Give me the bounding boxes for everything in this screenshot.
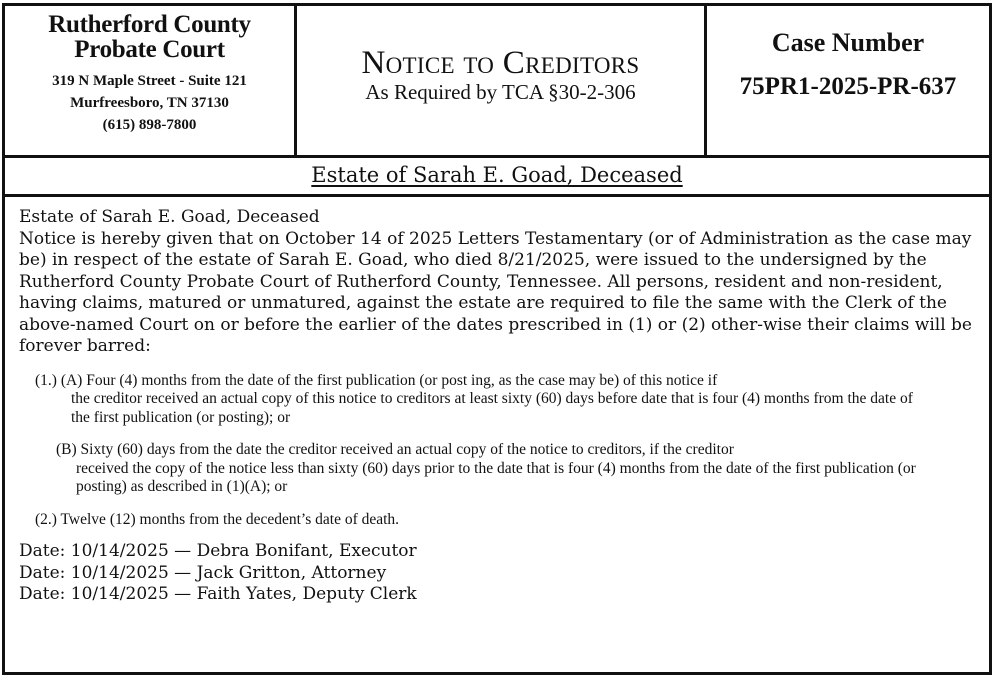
court-address-line2: Murfreesboro, TN 37130 bbox=[70, 95, 229, 111]
notice-title: Notice to Creditors bbox=[361, 45, 640, 81]
notice-header bbox=[5, 6, 989, 158]
court-name-line2: Probate Court bbox=[74, 36, 225, 63]
deadline-item-1b-continuation: received the copy of the notice less than sixty (60) days prior to the date that is four (4) months from the date of the first publication (or posting) as described in (1)(A); or bbox=[76, 459, 916, 495]
signature-block bbox=[19, 541, 975, 606]
case-number-value: 75PR1-2025-PR-637 bbox=[739, 73, 957, 100]
notice-subtitle: As Required by TCA §30-2-306 bbox=[365, 80, 636, 104]
creditor-notice bbox=[2, 3, 992, 675]
court-phone: (615) 898-7800 bbox=[102, 117, 197, 133]
deadline-item-1a-continuation: the creditor received an actual copy of this notice to creditors at least sixty (60) days before date that is four (4) months from the date of the first publication (or posting); or bbox=[71, 390, 913, 426]
deadline-item-1a bbox=[19, 372, 935, 428]
court-address-line1: 319 N Maple Street - Suite 121 bbox=[52, 73, 247, 89]
court-info-box bbox=[5, 6, 297, 155]
case-number-box bbox=[707, 6, 989, 155]
estate-heading bbox=[5, 158, 989, 197]
signature-executor: Date: 10/14/2025 — Debra Bonifant, Executor bbox=[19, 541, 417, 561]
estate-heading-text: Estate of Sarah E. Goad, Deceased bbox=[311, 163, 683, 187]
notice-body bbox=[5, 197, 975, 606]
notice-title-box bbox=[297, 6, 707, 155]
deadline-item-1b-first-line: (B) Sixty (60) days from the date the creditor received an actual copy of the notice to creditors, if the creditor bbox=[56, 441, 734, 458]
deadline-item-2: (2.) Twelve (12) months from the decedent’s date of death. bbox=[35, 510, 400, 528]
deadline-item-1b bbox=[19, 441, 956, 497]
body-main-paragraph: Notice is hereby given that on October 14 of 2025 Letters Testamentary (or of Administration as the case may be) in respect of the estate of Sarah E. Goad, who died 8/21/2025, were issued to the undersigned by the Rutherford County Probate Court of Rutherford County, Tennessee. All persons, resident and non-resident, having claims, matured or unmatured, against the estate are required to file the same with the Clerk of the above-named Court on or before the earlier of the dates prescribed in (1) or (2) other-wise their claims will be forever barred: bbox=[19, 228, 972, 356]
signature-attorney: Date: 10/14/2025 — Jack Gritton, Attorney bbox=[19, 562, 387, 583]
signature-deputy-clerk: Date: 10/14/2025 — Faith Yates, Deputy Clerk bbox=[19, 584, 417, 604]
deadline-item-1a-first-line: (1.) (A) Four (4) months from the date of the first publication (or post ing, as the case may be) of this notice if bbox=[35, 371, 718, 389]
claim-deadlines bbox=[19, 372, 975, 530]
case-number-label: Case Number bbox=[771, 28, 925, 57]
court-name-line1: Rutherford County bbox=[48, 11, 251, 38]
body-intro-line: Estate of Sarah E. Goad, Deceased bbox=[19, 207, 320, 227]
